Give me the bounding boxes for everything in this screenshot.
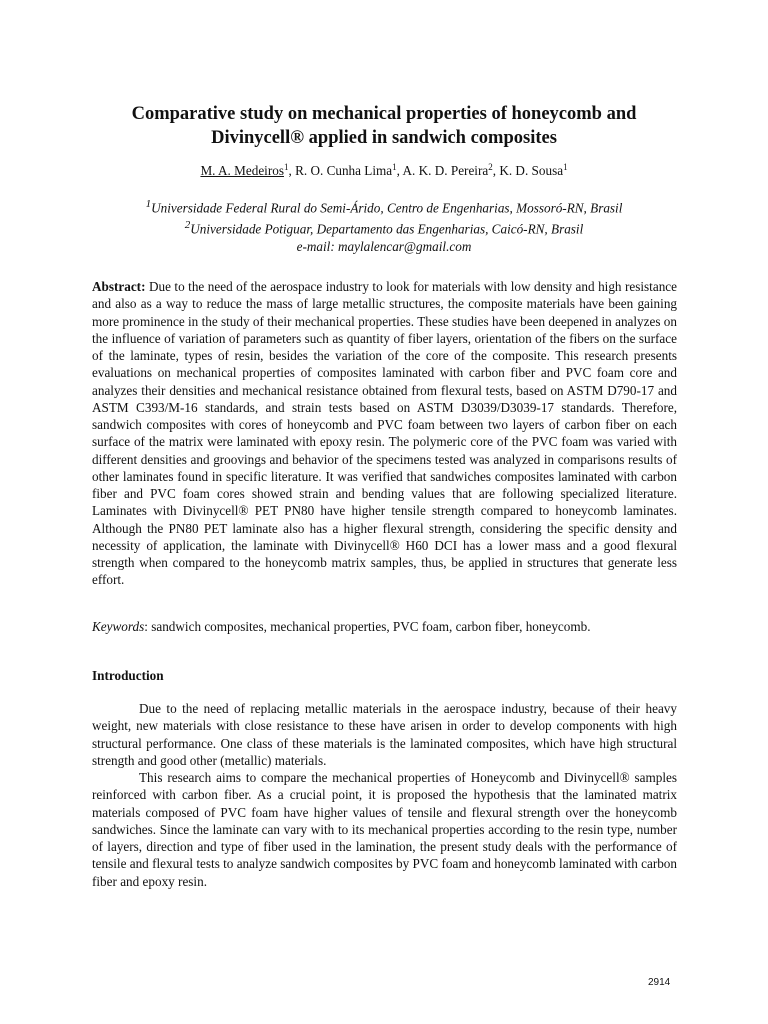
introduction-paragraph-2: This research aims to compare the mechanical properties of Honeycomb and Divinycell® samples reinforced with carbon fiber. As a crucial point, it is proposed the hypothesis that the laminated matrix materials composed of PVC foam have higher values of tensile and flexural strength over the honeycomb sandwiches. Since the laminate can vary with to its mechanical properties according to the resin type, number of layers, direction and type of fiber used in the lamination, the present study deals with the performance of tensile and flexural tests to analyze sandwich composites by PVC foam and honeycomb laminated with carbon fiber and epoxy resin. — [92, 770, 677, 889]
title-line-1: Comparative study on mechanical properties of honeycomb and — [131, 104, 637, 124]
affiliation-line — [60, 196, 708, 217]
title-line-2: Divinycell® applied in sandwich composites — [211, 128, 557, 148]
author-separator: , — [396, 163, 403, 178]
abstract — [92, 278, 677, 589]
author-name: M. A. Medeiros — [200, 163, 284, 178]
abstract-text: Due to the need of the aerospace industry to look for materials with low density and high resistance and also as a way to reduce the mass of large metallic structures, the composite materials have been gaining more prominence in the study of their mechanical properties. These studies have been deepened in analyzes on the influence of variation of parameters such as quantity of fiber layers, orientation of the fibers on the surface of the laminate, types of resin, besides the variation of the core of the composite. This research presents evaluations on mechanical properties of composites laminated with carbon fiber and PVC foam core and analyzes their densities and mechanical resistance obtained from flexural tests, based on ASTM D790-17 and ASTM C393/M-16 standards, and strain tests based on ASTM D3039/D3039-17 standards. Therefore, sandwich composites with cores of honeycomb and PVC foam between two layers of carbon fiber on each surface of the matrix were laminated with epoxy resin. The polymeric core of the PVC foam was varied with different densities and groovings and behavior of the specimens tested was analyzed in comparisons results of other laminates found in specific literature. It was verified that sandwiches composites laminated with carbon fiber and PVC foam cores showed strain and bending values that are following specialized literature. Laminates with Divinycell® PET PN80 have higher tensile strength compared to honeycomb laminates. Although the PN80 PET laminate also has a higher flexural strength, considering the specific density and necessity of application, the laminate with Divinycell® H60 DCI has a lower mass and a good flexural strength when compared to the honeycomb matrix samples, thus, be applied in structures that generate less effort. — [92, 279, 678, 588]
author-name: K. D. Sousa — [499, 163, 564, 178]
keywords-text: : sandwich composites, mechanical properties, PVC foam, carbon fiber, honeycomb. — [144, 619, 591, 634]
author-name: R. O. Cunha Lima — [295, 163, 393, 178]
contact-email: e-mail: maylalencar@gmail.com — [296, 238, 472, 254]
author-name: A. K. D. Pereira — [402, 163, 489, 178]
introduction-paragraph-1: Due to the need of replacing metallic materials in the aerospace industry, because of their heavy weight, new materials with close resistance to these have arisen in order to develop components with high structural performance. One class of these materials is the laminated composites, which have high structural strength and good other (metallic) materials. — [92, 701, 677, 768]
author-affiliation-mark: 1 — [392, 162, 397, 172]
author-separator: , — [288, 163, 296, 178]
page-number: 2914 — [648, 977, 671, 988]
affiliation-text: Universidade Potiguar, Departamento das Engenharias, Caicó-RN, Brasil — [190, 221, 584, 237]
affiliation-mark: 2 — [184, 218, 191, 231]
author-separator: , — [492, 163, 500, 178]
keywords — [92, 618, 692, 635]
affiliation-mark: 1 — [145, 198, 152, 210]
author-affiliation-mark: 1 — [283, 162, 289, 172]
keywords-label: Keywords — [92, 619, 145, 634]
affiliations — [60, 196, 708, 256]
abstract-label: Abstract: — [92, 279, 146, 294]
author-affiliation-mark: 2 — [488, 162, 493, 172]
author-list — [60, 162, 708, 180]
author-affiliation-mark: 1 — [563, 162, 568, 172]
affiliation-text: Universidade Federal Rural do Semi-Árido, Centro de Engenharias, Mossoró-RN, Brasil — [151, 200, 623, 216]
affiliation-line — [60, 217, 708, 238]
section-heading-introduction: Introduction — [92, 668, 164, 683]
paper-title — [60, 102, 708, 150]
